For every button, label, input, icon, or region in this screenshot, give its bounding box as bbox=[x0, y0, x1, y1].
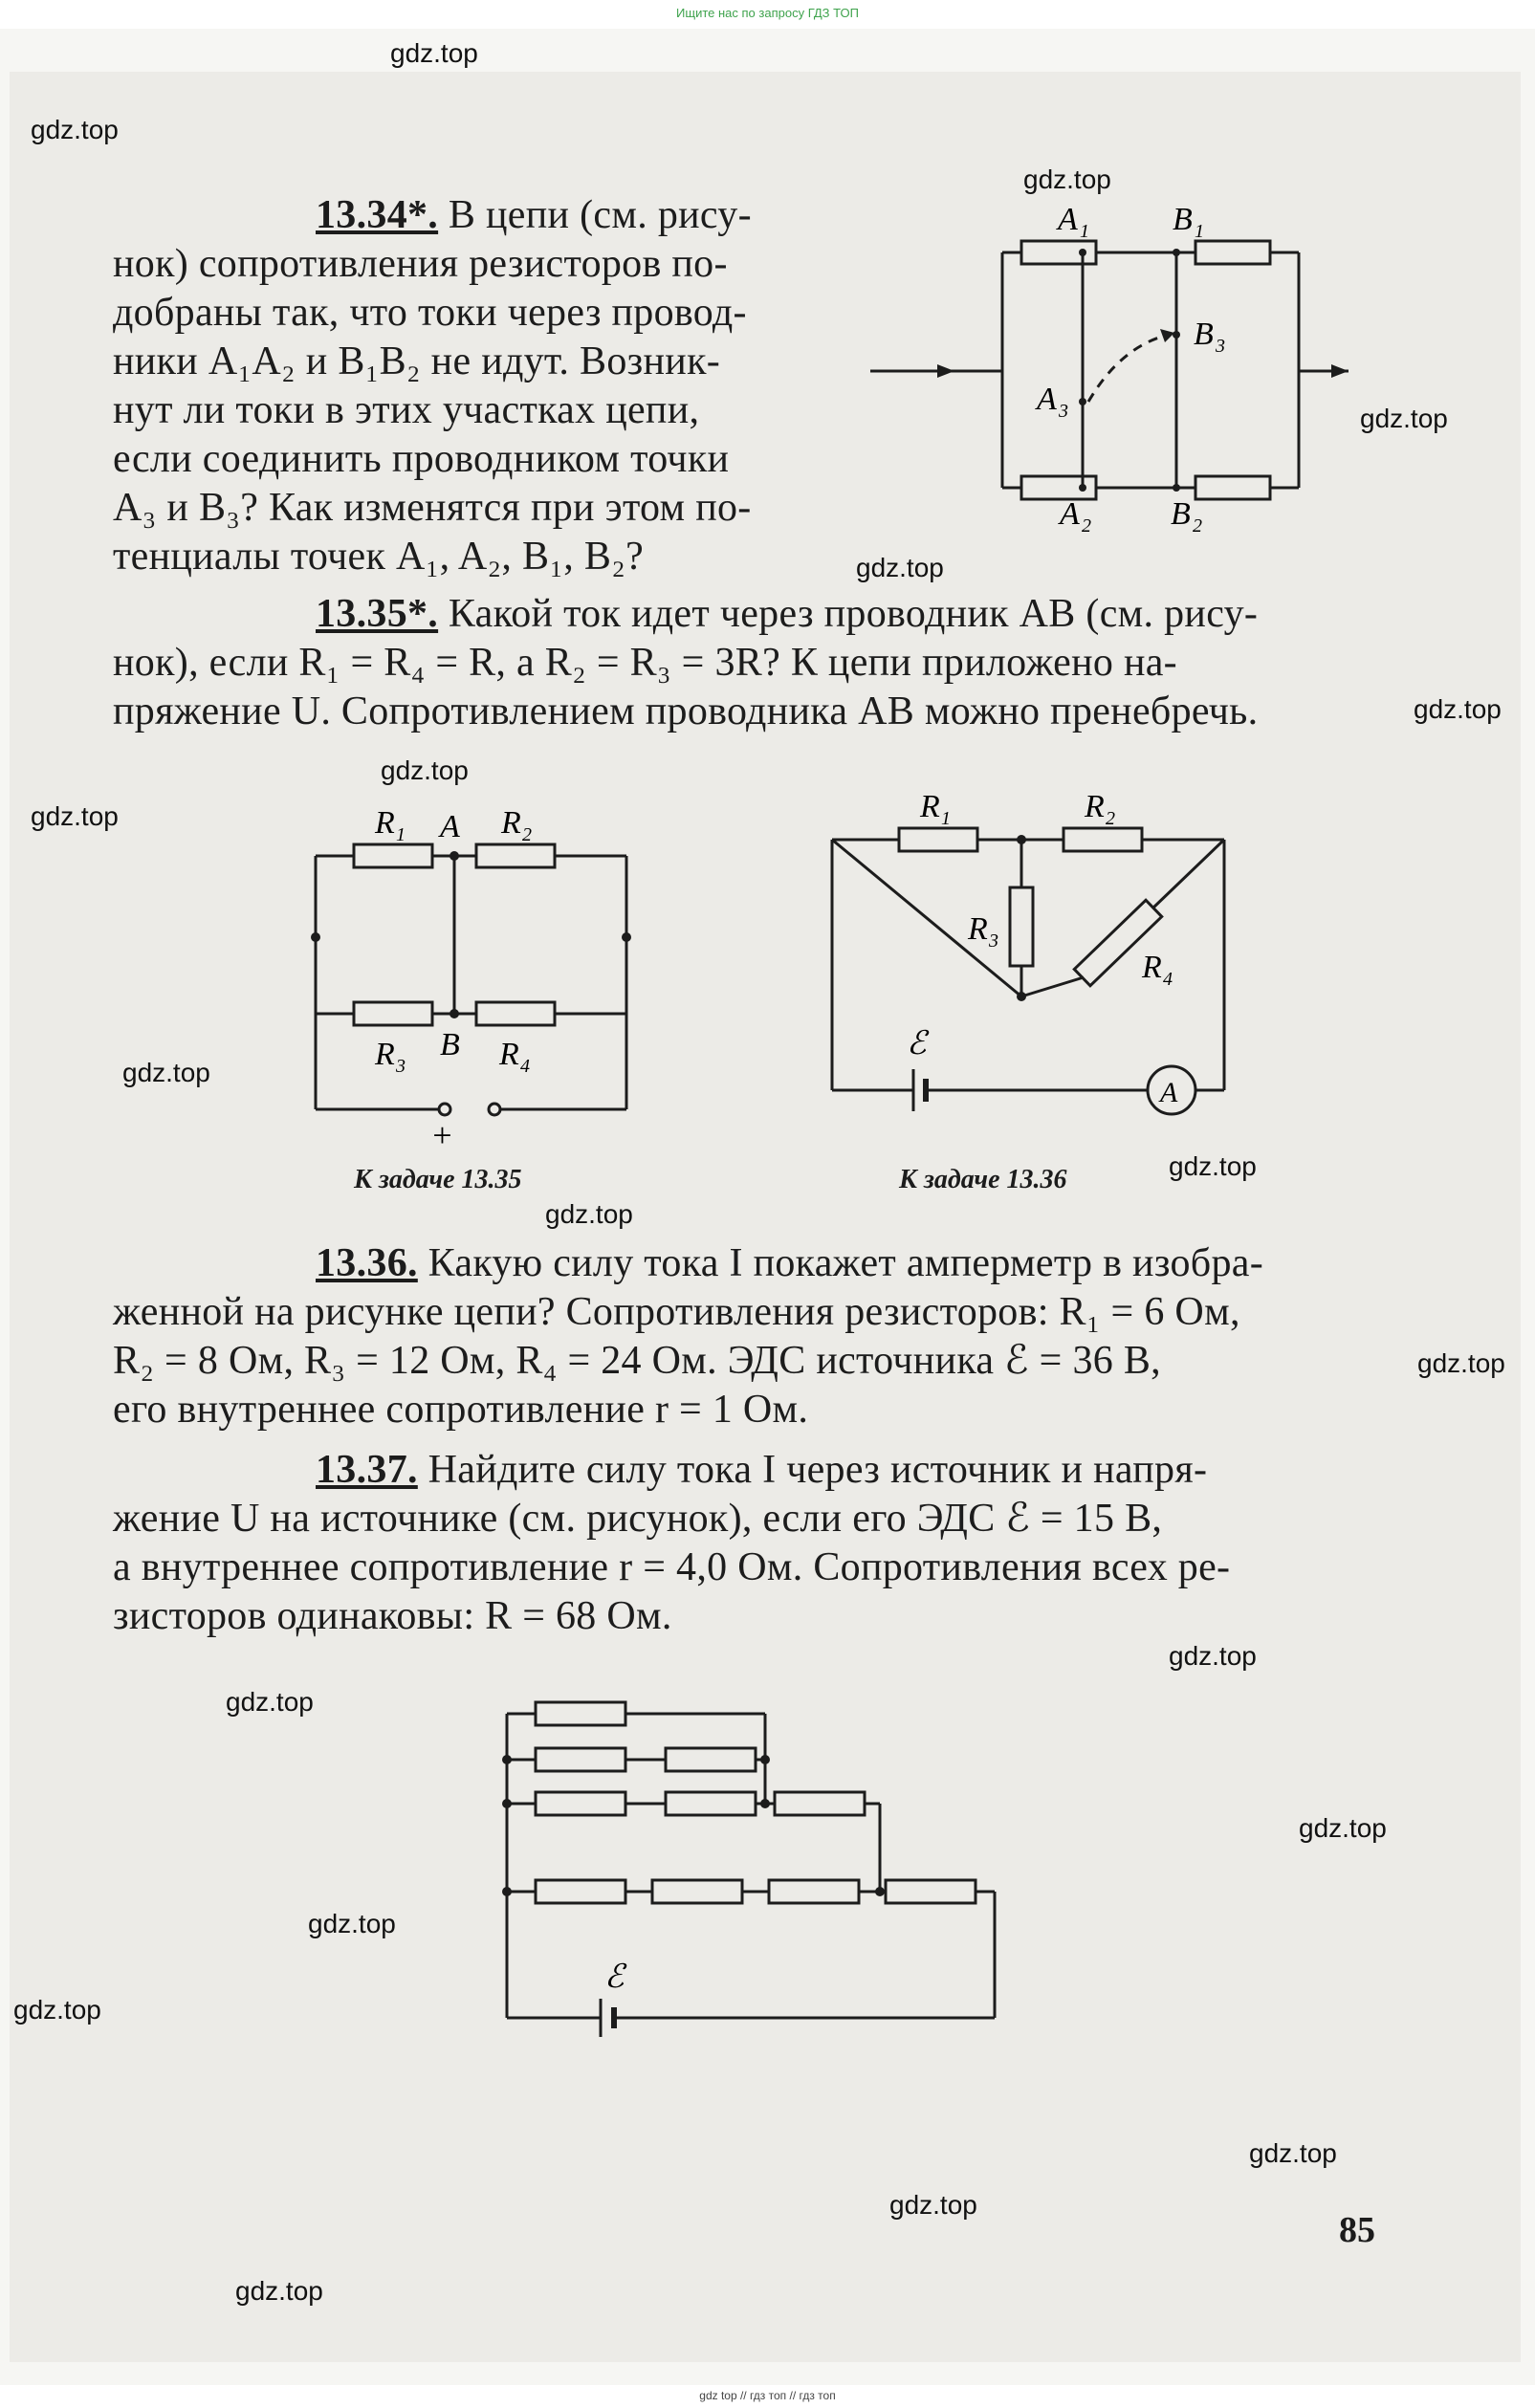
problem-13-36 bbox=[113, 1239, 1404, 1434]
fig-label: 4 bbox=[1163, 969, 1173, 990]
problem-line: жение U на источнике (см. рисунок), если его ЭДС ℰ = 15 В, bbox=[113, 1497, 1163, 1541]
fig-label: B bbox=[1171, 496, 1191, 532]
problem-number: 13.34*. bbox=[316, 193, 439, 237]
problem-13-35 bbox=[113, 590, 1404, 736]
fig-label: 3 bbox=[1059, 401, 1068, 422]
fig-label: 3 bbox=[396, 1056, 406, 1077]
fig-label: 3 bbox=[1216, 336, 1225, 357]
caption-13-36: К задаче 13.36 bbox=[899, 1165, 1067, 1194]
fig-label: 2 bbox=[1082, 515, 1091, 536]
fig-label: B bbox=[1173, 202, 1193, 237]
fig-label: ℰ bbox=[907, 1026, 927, 1062]
problem-line: зисторов одинаковы: R = 68 Ом. bbox=[113, 1594, 672, 1638]
problem-line: тенциалы точек A₁, A₂, B₁, B₂? bbox=[113, 535, 645, 579]
fig-label: A bbox=[1037, 382, 1057, 417]
fig-label: A bbox=[440, 809, 460, 844]
circuit-figure-13-37 bbox=[478, 1683, 1014, 2113]
problem-line: а внутреннее сопротивление r = 4,0 Ом. Сопротивления всех ре- bbox=[113, 1545, 1231, 1589]
problem-line: R₂ = 8 Ом, R₃ = 12 Ом, R₄ = 24 Ом. ЭДС источника ℰ = 36 В, bbox=[113, 1339, 1161, 1383]
problem-line: Какой ток идет через проводник AB (см. рису- bbox=[448, 592, 1259, 636]
circuit-figure-13-36 bbox=[813, 775, 1253, 1157]
watermark: gdz.top bbox=[1169, 1151, 1257, 1181]
fig-label: R bbox=[501, 805, 521, 841]
fig-label: R bbox=[968, 911, 988, 947]
bottom-banner: gdz top // гдз топ // гдз топ bbox=[0, 2385, 1535, 2408]
fig-label: 4 bbox=[520, 1056, 530, 1077]
fig-label: R bbox=[1085, 789, 1105, 824]
fig-label: R bbox=[1142, 950, 1162, 985]
problem-line: A₃ и B₃? Как изменятся при этом по- bbox=[113, 486, 752, 530]
top-banner: Ищите нас по запросу ГДЗ ТОП bbox=[0, 0, 1535, 29]
fig-label: B bbox=[1194, 317, 1214, 352]
fig-label: 1 bbox=[396, 824, 406, 845]
watermark: gdz.top bbox=[235, 2276, 323, 2306]
fig-label: R bbox=[499, 1037, 519, 1072]
watermark: gdz.top bbox=[1023, 164, 1111, 194]
ammeter-label: A bbox=[1160, 1077, 1178, 1108]
watermark: gdz.top bbox=[381, 755, 469, 785]
watermark: gdz.top bbox=[889, 2190, 977, 2220]
watermark: gdz.top bbox=[545, 1199, 633, 1229]
fig-label: 1 bbox=[1080, 221, 1089, 242]
fig-label: 1 bbox=[941, 808, 951, 829]
watermark: gdz.top bbox=[1299, 1813, 1387, 1843]
watermark: gdz.top bbox=[122, 1058, 210, 1087]
problem-line: нок), если R₁ = R₄ = R, а R₂ = R₃ = 3R? К цепи приложено на- bbox=[113, 641, 1177, 685]
problem-line: если соединить проводником точки bbox=[113, 437, 730, 481]
problem-number: 13.36. bbox=[316, 1241, 418, 1285]
fig-label: 3 bbox=[989, 930, 998, 952]
problem-line: женной на рисунке цепи? Сопротивления резисторов: R₁ = 6 Ом, bbox=[113, 1290, 1240, 1334]
problem-13-37 bbox=[113, 1446, 1404, 1641]
problem-line: нут ли токи в этих участках цепи, bbox=[113, 388, 700, 432]
watermark: gdz.top bbox=[1360, 404, 1448, 433]
fig-label: B bbox=[440, 1027, 460, 1062]
fig-label: A bbox=[1058, 202, 1078, 237]
watermark: gdz.top bbox=[1414, 694, 1502, 724]
page-number: 85 bbox=[1339, 2210, 1375, 2250]
problem-line: его внутреннее сопротивление r = 1 Ом. bbox=[113, 1388, 809, 1432]
fig-label: 2 bbox=[522, 824, 532, 845]
watermark: gdz.top bbox=[1417, 1348, 1505, 1378]
watermark: gdz.top bbox=[31, 801, 119, 831]
watermark: gdz.top bbox=[31, 115, 119, 144]
problem-13-34 bbox=[113, 191, 907, 581]
fig-label: R bbox=[375, 805, 395, 841]
problem-line: В цепи (см. рису- bbox=[448, 193, 752, 237]
watermark: gdz.top bbox=[308, 1909, 396, 1938]
problem-line: ники A₁A₂ и B₁B₂ не идут. Возник- bbox=[113, 339, 721, 383]
circuit-figure-13-35 bbox=[287, 779, 650, 1162]
problem-number: 13.37. bbox=[316, 1448, 418, 1492]
watermark: gdz.top bbox=[226, 1687, 314, 1717]
fig-label: ℰ bbox=[604, 1959, 625, 1995]
watermark: gdz.top bbox=[1249, 2138, 1337, 2168]
watermark: gdz.top bbox=[856, 553, 944, 582]
problem-line: пряжение U. Сопротивлением проводника AB можно пренебречь. bbox=[113, 690, 1259, 733]
fig-label: A bbox=[1060, 496, 1080, 532]
problem-line: добраны так, что токи через провод- bbox=[113, 291, 747, 335]
fig-label: R bbox=[375, 1037, 395, 1072]
fig-label: R bbox=[920, 789, 940, 824]
circuit-figure-13-34 bbox=[870, 182, 1368, 555]
caption-13-35: К задаче 13.35 bbox=[354, 1165, 522, 1194]
plus-sign: + bbox=[430, 1116, 454, 1154]
problem-line: нок) сопротивления резисторов по- bbox=[113, 242, 728, 286]
fig-label: 2 bbox=[1193, 515, 1202, 536]
problem-line: Какую силу тока I покажет амперметр в изобра- bbox=[428, 1241, 1263, 1285]
fig-label: 1 bbox=[1195, 221, 1204, 242]
watermark: gdz.top bbox=[1169, 1641, 1257, 1671]
fig-label: 2 bbox=[1106, 808, 1115, 829]
problem-line: Найдите силу тока I через источник и напря- bbox=[428, 1448, 1208, 1492]
watermark: gdz.top bbox=[390, 38, 478, 68]
problem-number: 13.35*. bbox=[316, 592, 439, 636]
watermark: gdz.top bbox=[13, 1995, 101, 2025]
